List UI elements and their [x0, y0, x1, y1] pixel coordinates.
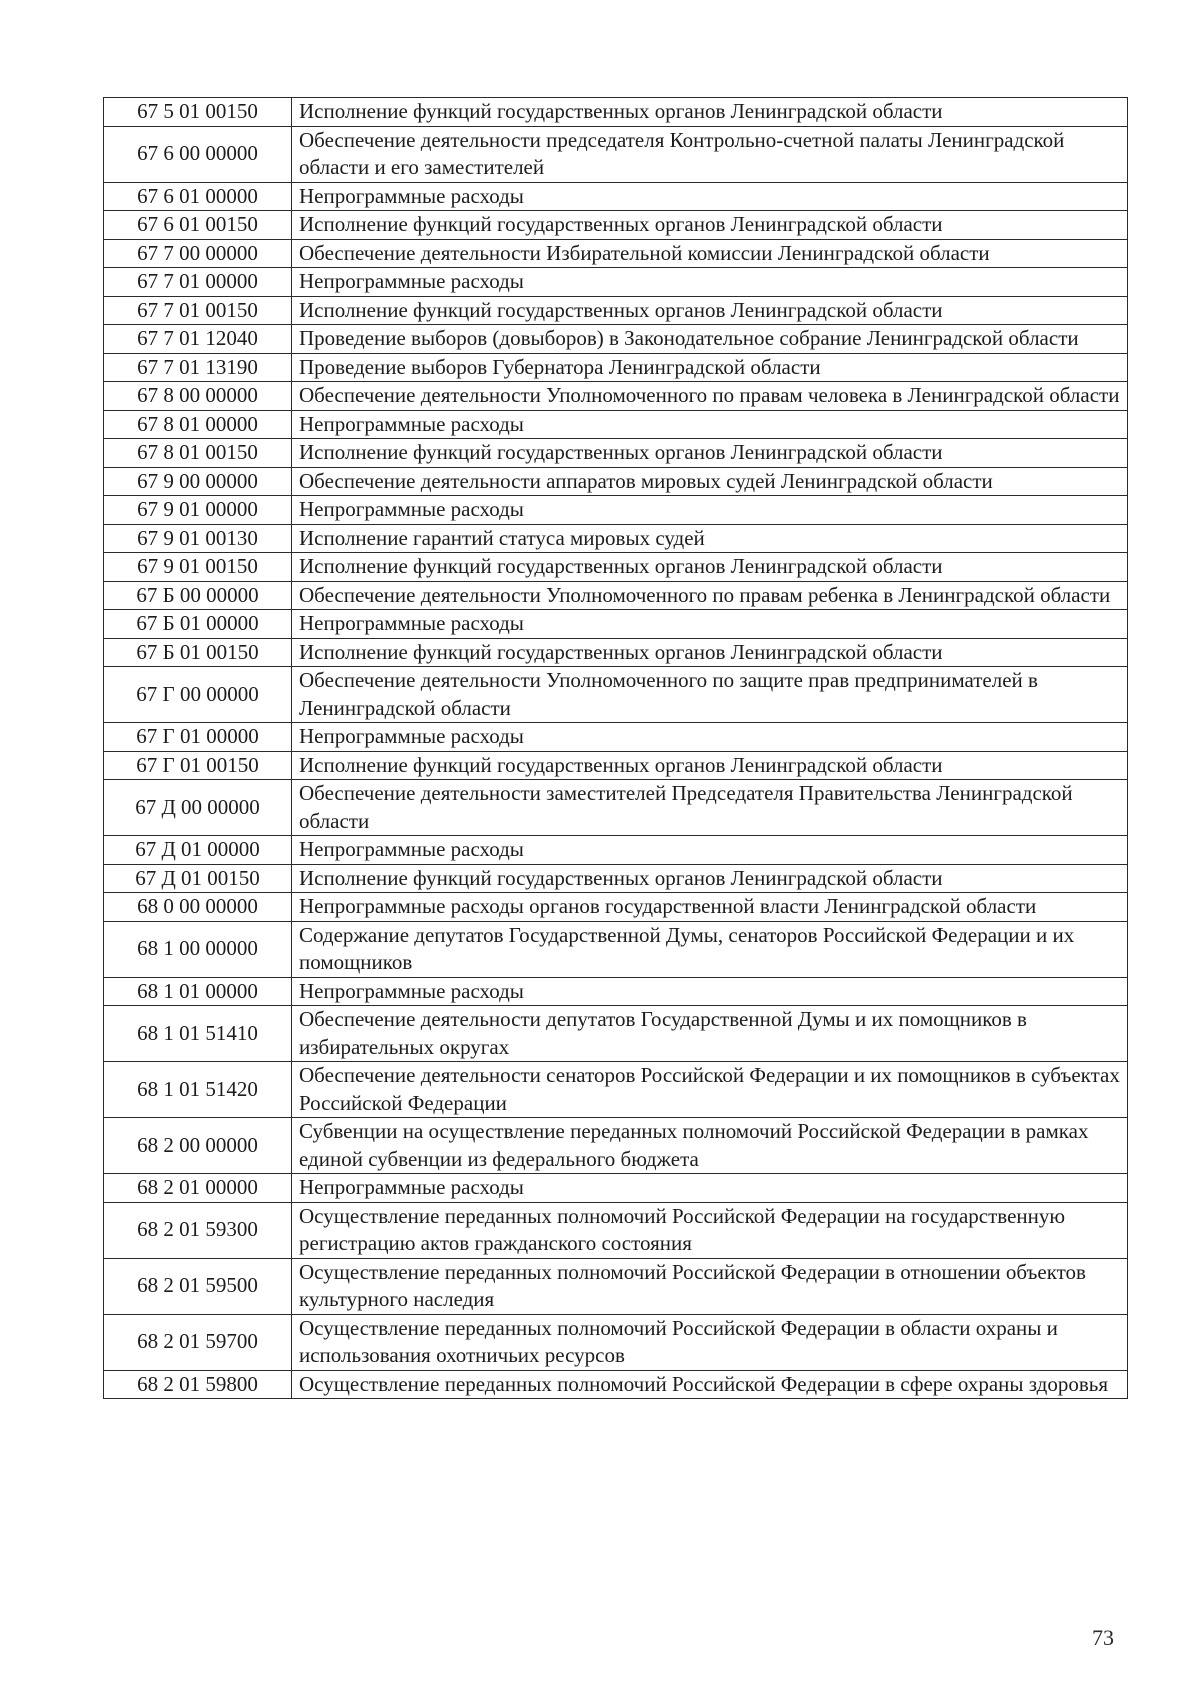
table-row: [104, 921, 1128, 977]
row-name: Обеспечение деятельности Избирательной комиссии Ленинградской области: [292, 239, 1128, 268]
row-name: Исполнение функций государственных органов Ленинградской области: [292, 98, 1128, 127]
row-name: Исполнение функций государственных органов Ленинградской области: [292, 211, 1128, 240]
row-code: 67 Г 00 00000: [104, 667, 292, 723]
row-name: Непрограммные расходы: [292, 182, 1128, 211]
row-code: 67 8 01 00150: [104, 439, 292, 468]
table-row: [104, 1006, 1128, 1062]
page-number: 73: [1092, 1625, 1114, 1650]
table-row: [104, 382, 1128, 411]
row-name: Проведение выборов (довыборов) в Законодательное собрание Ленинградской области: [292, 325, 1128, 354]
row-code: 67 7 01 13190: [104, 353, 292, 382]
row-code: 67 9 01 00000: [104, 496, 292, 525]
row-name: Исполнение функций государственных органов Ленинградской области: [292, 439, 1128, 468]
table-row: [104, 325, 1128, 354]
table-row: [104, 667, 1128, 723]
row-name: Исполнение гарантий статуса мировых судей: [292, 524, 1128, 553]
row-code: 68 2 01 59500: [104, 1258, 292, 1314]
table-row: [104, 126, 1128, 182]
row-code: 67 9 00 00000: [104, 467, 292, 496]
row-name: Обеспечение деятельности депутатов Государственной Думы и их помощников в избирательных округах: [292, 1006, 1128, 1062]
table-row: [104, 836, 1128, 865]
row-name: Непрограммные расходы органов государственной власти Ленинградской области: [292, 893, 1128, 922]
row-code: 67 6 00 00000: [104, 126, 292, 182]
row-name: Исполнение функций государственных органов Ленинградской области: [292, 296, 1128, 325]
row-name: Непрограммные расходы: [292, 610, 1128, 639]
row-code: 67 Б 01 00150: [104, 638, 292, 667]
table-row: [104, 439, 1128, 468]
row-code: 67 7 00 00000: [104, 239, 292, 268]
row-code: 67 6 01 00000: [104, 182, 292, 211]
table-row: [104, 1314, 1128, 1370]
row-code: 67 Б 00 00000: [104, 581, 292, 610]
row-code: 68 2 01 59300: [104, 1202, 292, 1258]
table-row: [104, 553, 1128, 582]
row-name: Содержание депутатов Государственной Думы, сенаторов Российской Федерации и их помощников: [292, 921, 1128, 977]
table-row: [104, 751, 1128, 780]
table-row: [104, 581, 1128, 610]
row-name: Непрограммные расходы: [292, 268, 1128, 297]
row-code: 67 5 01 00150: [104, 98, 292, 127]
row-code: 67 8 01 00000: [104, 410, 292, 439]
row-name: Непрограммные расходы: [292, 496, 1128, 525]
row-code: 67 8 00 00000: [104, 382, 292, 411]
row-name: Исполнение функций государственных органов Ленинградской области: [292, 864, 1128, 893]
table-row: [104, 1370, 1128, 1399]
row-code: 68 2 01 59700: [104, 1314, 292, 1370]
row-code: 67 Д 01 00150: [104, 864, 292, 893]
row-name: Осуществление переданных полномочий Российской Федерации в сфере охраны здоровья: [292, 1370, 1128, 1399]
table-row: [104, 1062, 1128, 1118]
row-code: 67 Г 01 00000: [104, 723, 292, 752]
table-row: [104, 893, 1128, 922]
row-name: Обеспечение деятельности Уполномоченного по правам ребенка в Ленинградской области: [292, 581, 1128, 610]
row-code: 68 1 01 00000: [104, 977, 292, 1006]
table-row: [104, 98, 1128, 127]
table-row: [104, 496, 1128, 525]
table-row: [104, 864, 1128, 893]
table-row: [104, 410, 1128, 439]
row-name: Обеспечение деятельности председателя Контрольно-счетной палаты Ленинградской области и его заместителей: [292, 126, 1128, 182]
table-row: [104, 239, 1128, 268]
table-row: [104, 1174, 1128, 1203]
row-name: Непрограммные расходы: [292, 723, 1128, 752]
row-code: 67 7 01 12040: [104, 325, 292, 354]
row-code: 67 9 01 00130: [104, 524, 292, 553]
row-code: 67 7 01 00150: [104, 296, 292, 325]
table-row: [104, 638, 1128, 667]
row-code: 67 7 01 00000: [104, 268, 292, 297]
table-body: [104, 98, 1128, 1399]
row-name: Непрограммные расходы: [292, 1174, 1128, 1203]
table-row: [104, 723, 1128, 752]
table-row: [104, 467, 1128, 496]
row-code: 68 1 01 51420: [104, 1062, 292, 1118]
row-name: Исполнение функций государственных органов Ленинградской области: [292, 751, 1128, 780]
row-name: Осуществление переданных полномочий Российской Федерации в области охраны и использования охотничьих ресурсов: [292, 1314, 1128, 1370]
table-row: [104, 296, 1128, 325]
budget-classification-table: [103, 97, 1128, 1399]
table-row: [104, 211, 1128, 240]
row-name: Обеспечение деятельности заместителей Председателя Правительства Ленинградской области: [292, 780, 1128, 836]
table-row: [104, 353, 1128, 382]
row-code: 67 9 01 00150: [104, 553, 292, 582]
table-row: [104, 1202, 1128, 1258]
row-code: 68 2 01 59800: [104, 1370, 292, 1399]
row-code: 68 1 00 00000: [104, 921, 292, 977]
row-name: Субвенции на осуществление переданных полномочий Российской Федерации в рамках единой субвенции из федерального бюджета: [292, 1118, 1128, 1174]
row-name: Обеспечение деятельности Уполномоченного по защите прав предпринимателей в Ленинградской области: [292, 667, 1128, 723]
row-name: Исполнение функций государственных органов Ленинградской области: [292, 638, 1128, 667]
table-row: [104, 1118, 1128, 1174]
row-name: Непрограммные расходы: [292, 836, 1128, 865]
row-code: 67 6 01 00150: [104, 211, 292, 240]
table-row: [104, 610, 1128, 639]
row-code: 67 Б 01 00000: [104, 610, 292, 639]
row-name: Осуществление переданных полномочий Российской Федерации в отношении объектов культурного наследия: [292, 1258, 1128, 1314]
row-name: Осуществление переданных полномочий Российской Федерации на государственную регистрацию актов гражданского состояния: [292, 1202, 1128, 1258]
row-name: Непрограммные расходы: [292, 410, 1128, 439]
row-code: 67 Д 00 00000: [104, 780, 292, 836]
row-name: Непрограммные расходы: [292, 977, 1128, 1006]
row-name: Исполнение функций государственных органов Ленинградской области: [292, 553, 1128, 582]
row-name: Обеспечение деятельности аппаратов мировых судей Ленинградской области: [292, 467, 1128, 496]
table-row: [104, 1258, 1128, 1314]
table-row: [104, 524, 1128, 553]
row-name: Обеспечение деятельности сенаторов Российской Федерации и их помощников в субъектах Российской Федерации: [292, 1062, 1128, 1118]
table-row: [104, 977, 1128, 1006]
row-code: 67 Г 01 00150: [104, 751, 292, 780]
row-code: 68 2 01 00000: [104, 1174, 292, 1203]
table-row: [104, 182, 1128, 211]
row-code: 68 1 01 51410: [104, 1006, 292, 1062]
table-row: [104, 780, 1128, 836]
row-code: 68 2 00 00000: [104, 1118, 292, 1174]
row-code: 67 Д 01 00000: [104, 836, 292, 865]
row-name: Проведение выборов Губернатора Ленинградской области: [292, 353, 1128, 382]
row-code: 68 0 00 00000: [104, 893, 292, 922]
row-name: Обеспечение деятельности Уполномоченного по правам человека в Ленинградской области: [292, 382, 1128, 411]
table-row: [104, 268, 1128, 297]
